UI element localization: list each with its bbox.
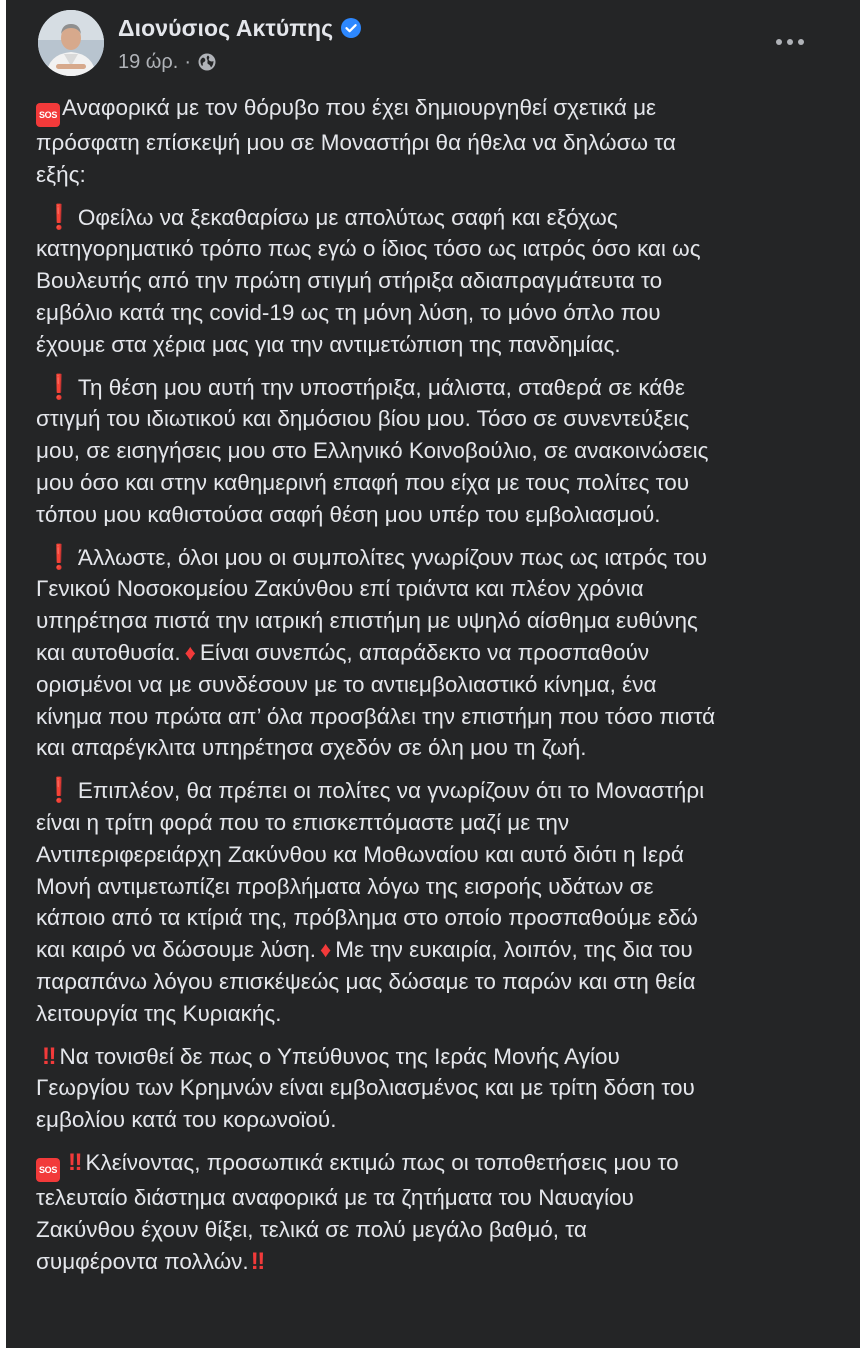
text-line: και απαρέγκλιτα υπηρέτησα σχεδόν σε όλη μου τη ζωή. [36,735,587,761]
text-line: εμβολίου κατά του κορωνοϊού. [36,1107,337,1133]
more-options-button[interactable] [770,22,810,62]
meta-separator: · [184,50,192,73]
sos-icon: SOS [36,103,60,127]
globe-icon[interactable] [197,52,217,72]
text-line: Αντιπεριφερειάρχη Ζακύνθου κα Μοθωναίου και αυτό διότι η Ιερά [36,841,684,867]
author-name-row [118,12,361,44]
text-line: Γεωργίου των Κρημνών είναι εμβολιασμένος και με τρίτη δόση του [36,1075,695,1101]
red-diamond-icon: ♦ [184,639,196,665]
text-line: παραπάνω λόγου επισκέψεώς μας δώσαμε το παρών και στη θεία [36,968,696,994]
text-line: έχουμε στα χέρια μας για την αντιμετώπιση της πανδημίας. [36,331,621,357]
text-line: μου όσο και στην καθημερινή επαφή που είχα με τους πολίτες του [36,469,690,495]
paragraph-vaccinated-abbot [36,1041,841,1136]
text-line: SOS Αναφορικά με τον θόρυβο που έχει δημιουργηθεί σχετικά με [36,92,841,127]
text-line: και καιρό να δώσουμε λύση. ♦ Με την ευκαιρία, λοιπόν, της δια του [36,934,841,966]
exclamation-icon: ❗ [44,777,74,805]
author-avatar[interactable] [38,10,104,76]
text-line: τελευταίο διάστημα αναφορικά με τα ζητήματα του Ναυαγίου [36,1184,634,1210]
text-line: συμφέροντα πολλών.‼ [36,1246,841,1278]
exclamation-icon: ❗ [44,543,74,571]
text-line: μου, σε εισηγήσεις μου στο Ελληνικό Κοινοβούλιο, σε ανακοινώσεις [36,438,709,464]
paragraph-closing [36,1147,841,1277]
post-header [6,0,860,90]
double-exclamation-icon: ‼ [250,1247,263,1275]
post-meta [118,48,217,76]
double-exclamation-icon: ‼ [68,1148,80,1176]
text-line: κάποιο από τα κτίριά της, πρόβλημα στο οποίο προσπαθούμε εδώ [36,905,698,931]
paragraph-doctor-career [36,542,841,765]
text-line: ❗ Οφείλω να ξεκαθαρίσω με απολύτως σαφή και εξόχως [36,202,841,234]
avatar-image [38,10,104,76]
exclamation-icon: ❗ [44,203,74,231]
text-line: ‼ Να τονισθεί δε πως ο Υπεύθυνος της Ιεράς Μονής Αγίου [36,1041,841,1073]
text-line: εμβόλιο κατά της covid-19 ως τη μόνη λύση, το μόνο όπλο που [36,299,661,325]
text-line: Ζακύνθου έχουν θίξει, τελικά σε πολύ μεγάλο βαθμό, τα [36,1216,587,1242]
text-line: λειτουργία της Κυριακής. [36,1000,282,1026]
paragraph-vaccine-support [36,202,841,361]
text-line: τόπου μου καθιστούσα σαφή θέση μου υπέρ του εμβολιασμού. [36,501,661,527]
sos-icon: SOS [36,1158,60,1182]
text-line: Βουλευτής από την πρώτη στιγμή στήριξα αδιαπραγμάτευτα το [36,268,663,294]
text-line: κίνημα που πρώτα απ’ όλα προσβάλει την επιστήμη που τόσο πιστά [36,703,716,729]
post-timestamp[interactable]: 19 ώρ. [118,50,179,73]
post-card [6,0,860,1348]
text-line: πρόσφατη επίσκεψή μου σε Μοναστήρι θα ήθελα να δηλώσω τα [36,130,676,155]
text-line: ❗ Τη θέση μου αυτή την υποστήριξα, μάλιστα, σταθερά σε κάθε [36,372,841,404]
red-diamond-icon: ♦ [320,937,332,963]
text-line: ❗ Άλλωστε, όλοι μου οι συμπολίτες γνωρίζουν πως ως ιατρός του [36,542,841,574]
text-line: στιγμή του ιδιωτικού και δημόσιου βίου μου. Τόσο σε συνεντεύξεις [36,406,690,432]
double-exclamation-icon: ‼ [42,1042,54,1070]
text-line: ορισμένοι να με συνδέσουν με το αντιεμβολιαστικό κίνημα, ένα [36,671,657,697]
post-text [36,92,841,1288]
text-line: Μονή αντιμετωπίζει προβλήματα λόγω της εισροής υδάτων σε [36,873,654,899]
text-line: και αυτοθυσία. ♦ Είναι συνεπώς, απαράδεκτο να προσπαθούν [36,637,841,669]
text-line: υπηρέτησα πιστά την ιατρική επιστήμη με υψηλό αίσθημα ευθύνης [36,608,698,634]
exclamation-icon: ❗ [44,373,74,401]
text-line: είναι η τρίτη φορά που το επισκεπτόμαστε μαζί με την [36,809,570,835]
text-line: Γενικού Νοσοκομείου Ζακύνθου επί τριάντα και πλέον χρόνια [36,576,644,602]
text-line: SOS ‼ Κλείνοντας, προσωπικά εκτιμώ πως οι τοποθετήσεις μου το [36,1147,841,1182]
paragraph-monastery-visit [36,775,841,1029]
author-name[interactable]: Διονύσιος Ακτύπης [118,14,334,41]
more-dots-icon [775,38,805,46]
text-line: ❗ Επιπλέον, θα πρέπει οι πολίτες να γνωρίζουν ότι το Μοναστήρι [36,775,841,807]
verified-badge-icon [341,18,361,38]
paragraph-intro [36,92,841,191]
paragraph-public-position [36,372,841,531]
text-line: κατηγορηματικό τρόπο πως εγώ ο ίδιος τόσο ως ιατρός όσο και ως [36,236,701,262]
text-line: εξής: [36,161,86,187]
